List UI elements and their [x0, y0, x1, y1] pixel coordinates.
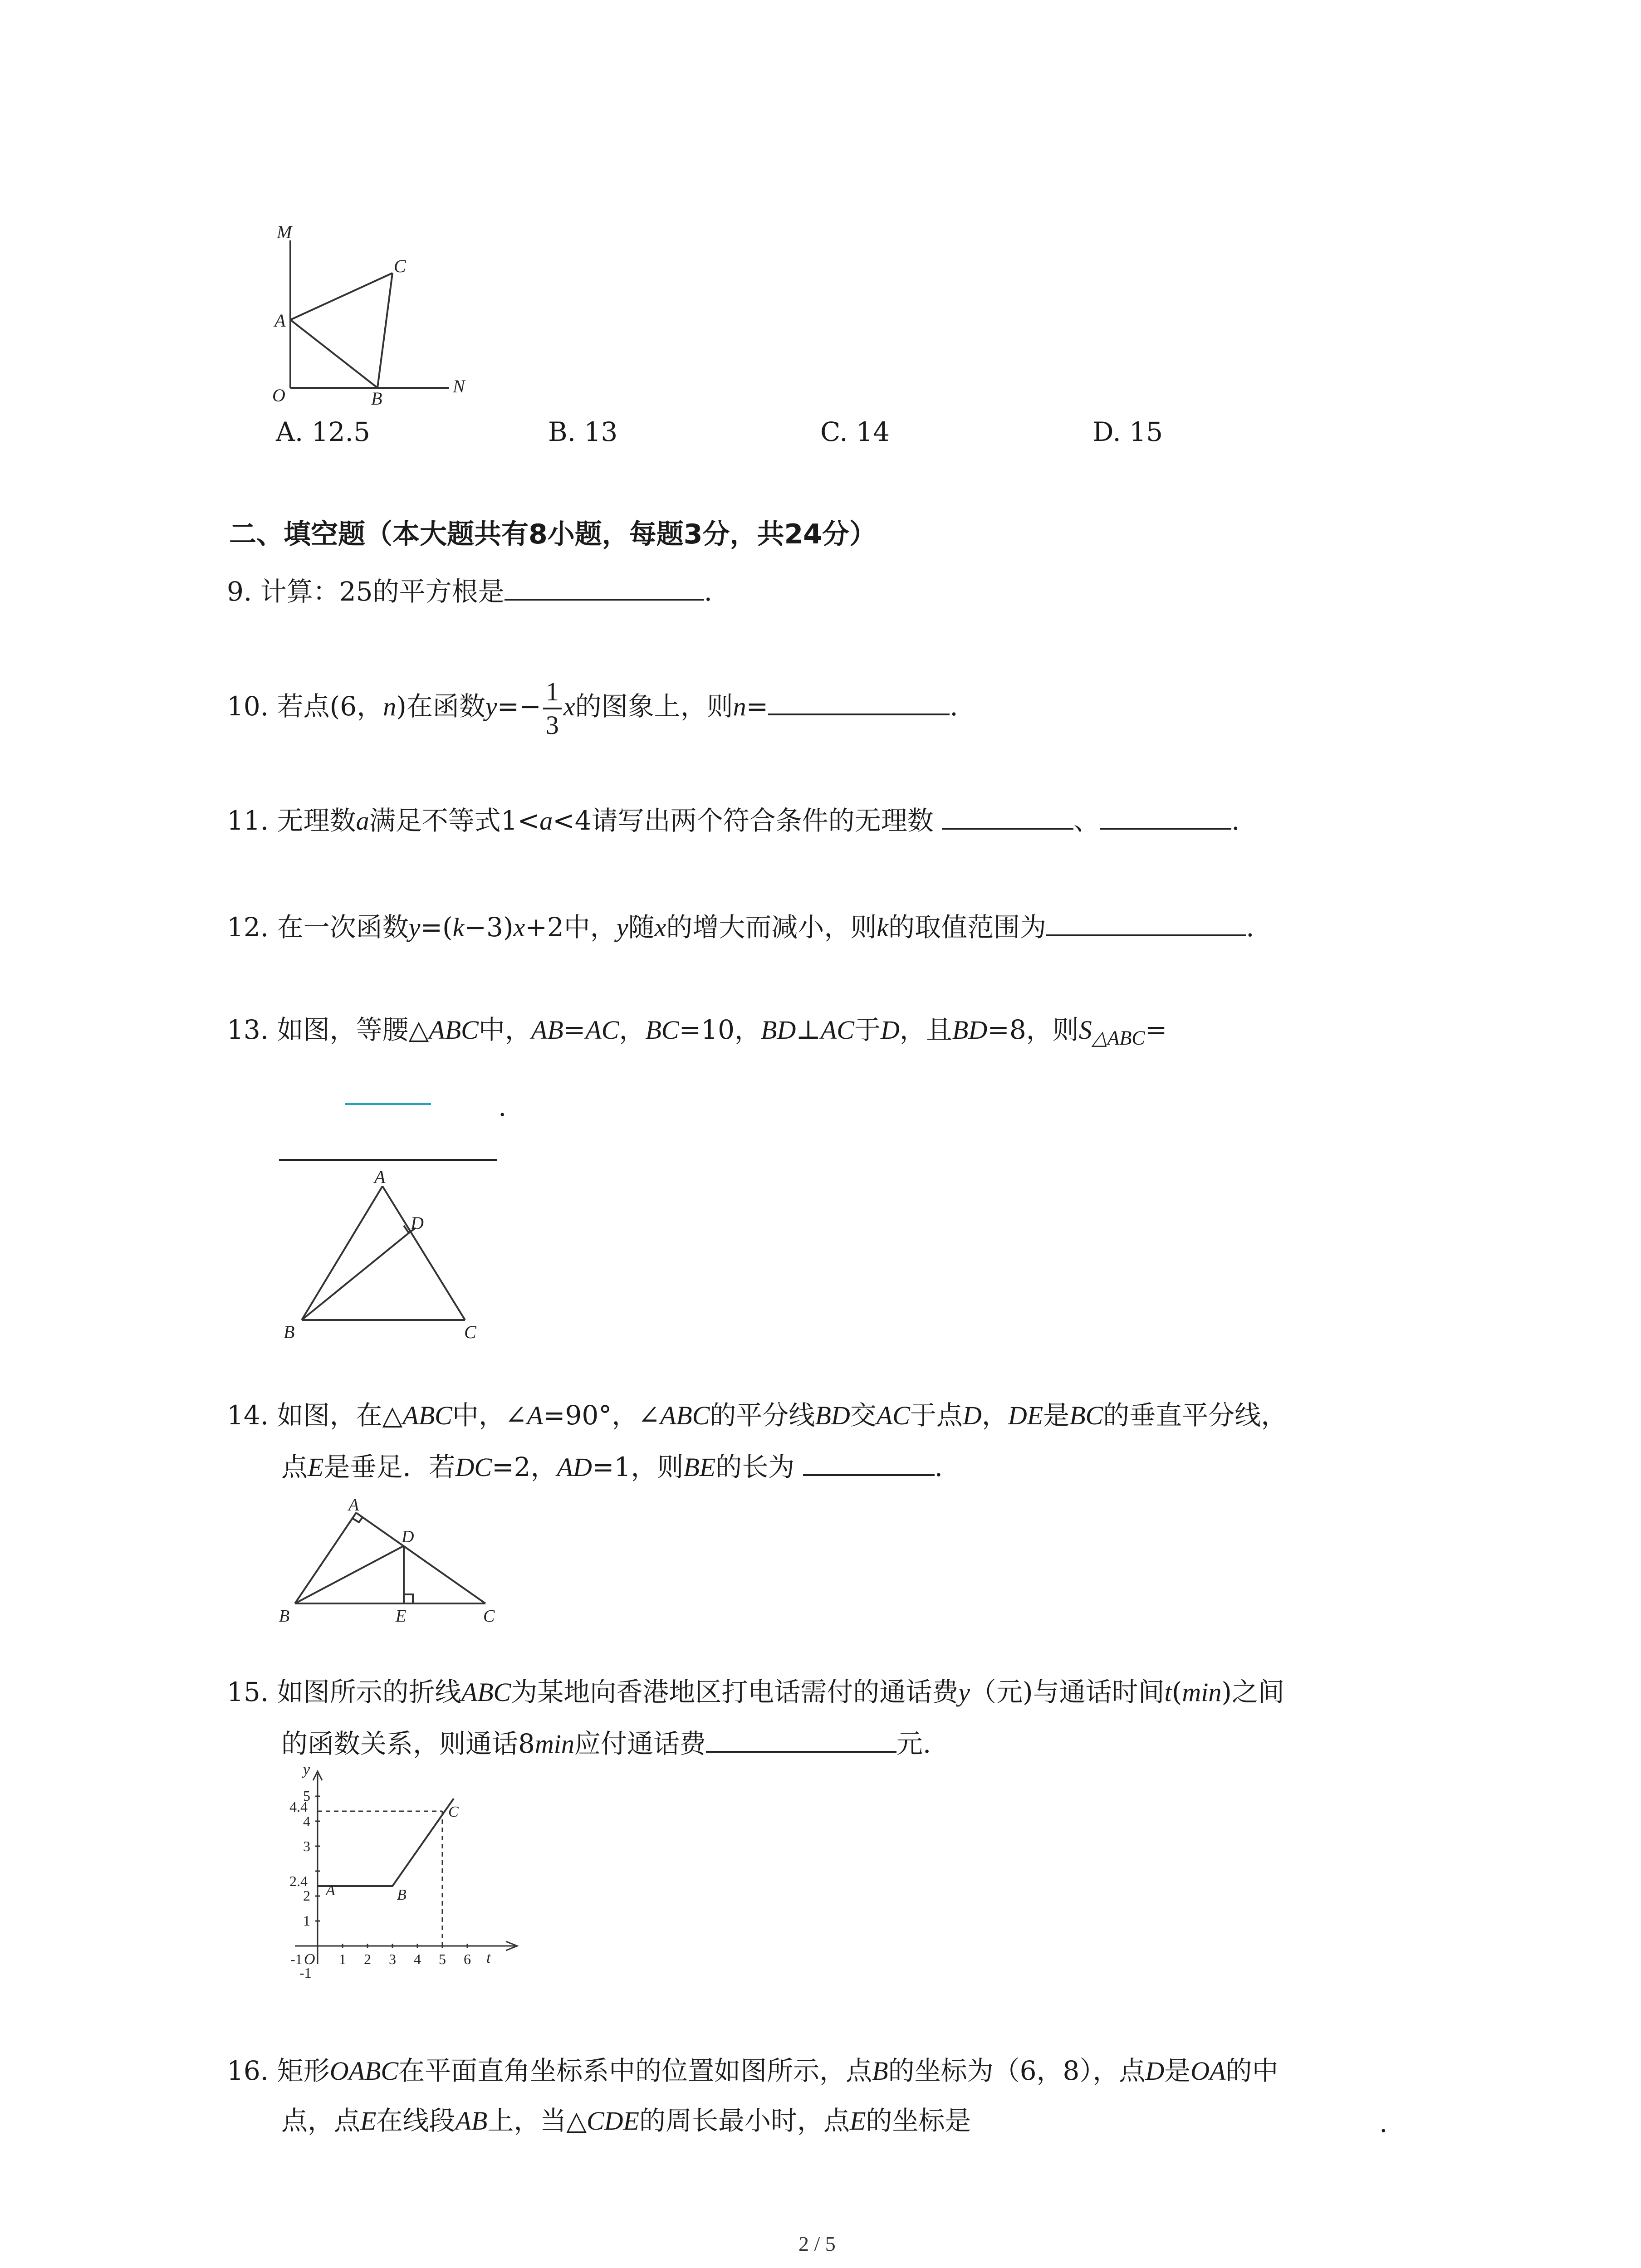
q14-end: . [934, 1452, 943, 1482]
q11-pre: 11. 无理数 [227, 805, 356, 836]
q15-ytick-1: 1 [303, 1912, 310, 1929]
q13-bd: BD [760, 1015, 796, 1045]
q13-sub: △ABC [1092, 1026, 1145, 1049]
q14-d: D [962, 1401, 982, 1430]
q10-x: x [563, 692, 575, 722]
q11-end: . [1231, 805, 1240, 836]
question-14-line-1 [227, 1397, 1287, 1434]
q16-end: . [1379, 2107, 1388, 2138]
q12-y2: y [616, 913, 628, 942]
q13-label-A: A [374, 1167, 386, 1187]
q13-perp: ⊥ [796, 1014, 821, 1045]
q13-m5: ，且 [899, 1014, 952, 1045]
q13-label-B: B [284, 1322, 295, 1342]
q14-answer-blank[interactable] [803, 1447, 935, 1476]
q14-de: DE [1008, 1401, 1043, 1430]
q10-end: . [950, 691, 958, 722]
q10-pre: 10. 若点(6， [227, 691, 383, 722]
q16-line2-pre: 点，点 [281, 2105, 361, 2136]
q13-ac: AC [585, 1015, 619, 1045]
question-16-line-1 [227, 2053, 1279, 2089]
q12-k2: k [877, 913, 889, 942]
q16-oa: OA [1190, 2056, 1226, 2086]
q15-xtick-4: 4 [414, 1951, 421, 1967]
q10-eq: =− [497, 691, 541, 722]
q8-option-a: A. 12.5 [276, 416, 370, 447]
q13-m2: ， [619, 1014, 646, 1045]
q12-m4: 的增大而减小，则 [666, 912, 877, 943]
q15-m2: （元)与通话时间 [970, 1677, 1165, 1707]
q13-bd2: BD [952, 1015, 988, 1045]
q15-xtick-neg1: -1 [290, 1951, 303, 1967]
q14-n4: 的长为 [715, 1452, 803, 1482]
q13-end: . [498, 1091, 507, 1122]
q9-answer-blank[interactable] [505, 572, 704, 601]
q15-label-C: C [448, 1804, 459, 1820]
q10-fraction [543, 676, 562, 741]
q16-m2: 的坐标为（6，8），点 [888, 2055, 1146, 2086]
q15-m4: )之间 [1221, 1677, 1285, 1707]
q12-x: x [513, 913, 525, 942]
q14-n1: 是垂足．若 [323, 1452, 456, 1482]
q15-m1: 为某地向香港地区打电话需付的通话费 [511, 1677, 959, 1707]
q8-label-A: A [274, 310, 286, 331]
q11-mid: 满足不等式1< [369, 805, 540, 836]
q14-ac: AC [876, 1401, 910, 1430]
q12-eq: =( [420, 912, 453, 943]
q15-ytick-4-4: 4.4 [289, 1799, 308, 1815]
q10-numerator: 1 [543, 676, 562, 709]
q13-eq: = [1145, 1014, 1167, 1045]
question-15-line-2 [281, 1724, 931, 1762]
q15-t: t [1164, 1677, 1172, 1707]
q15-abc: ABC [461, 1677, 511, 1707]
q15-y: y [958, 1677, 970, 1707]
q13-s: S [1078, 1015, 1092, 1045]
q14-ad: AD [557, 1452, 592, 1482]
q14-n2: =2， [492, 1452, 557, 1482]
q15-label-y: y [303, 1765, 310, 1778]
q16-e: E [360, 2106, 377, 2136]
q12-answer-blank[interactable] [1046, 907, 1246, 936]
q10-y: y [485, 692, 497, 722]
q13-m3: =10， [679, 1014, 761, 1045]
q15-xtick-1: 1 [339, 1951, 346, 1967]
q14-m4: 交 [850, 1400, 877, 1431]
q11-a2: a [539, 806, 553, 836]
q14-be: BE [683, 1452, 716, 1482]
q14-pre: 14. 如图，在△ [227, 1400, 403, 1431]
q14-m3: 的平分线 [710, 1400, 815, 1431]
q16-m1: 在平面直角坐标系中的位置如图所示，点 [398, 2055, 872, 2086]
q15-ytick-4: 4 [303, 1813, 310, 1829]
q13-pre: 13. 如图，等腰△ [227, 1014, 429, 1045]
q13-abc: ABC [429, 1015, 479, 1045]
q13-bc: BC [645, 1015, 679, 1045]
q8-option-d: D. 15 [1092, 416, 1163, 447]
q12-pre: 12. 在一次函数 [227, 912, 409, 943]
q16-d: D [1145, 2056, 1165, 2086]
q14-line2-pre: 点 [281, 1452, 308, 1482]
q15-answer-blank[interactable] [706, 1724, 896, 1753]
q15-ytick-3: 3 [303, 1838, 310, 1854]
q14-label-A: A [348, 1496, 359, 1515]
q14-abc: ABC [402, 1401, 452, 1430]
q11-answer-blank-1[interactable] [942, 801, 1073, 830]
q11-answer-blank-2[interactable] [1100, 801, 1231, 830]
q14-bd: BD [815, 1401, 850, 1430]
question-10 [227, 676, 958, 741]
q13-blue-mark [345, 1103, 431, 1105]
question-12 [227, 907, 1254, 946]
q12-x2: x [654, 913, 666, 942]
q8-figure [272, 218, 481, 417]
q15-label-B: B [397, 1887, 407, 1903]
q10-eq2: = [746, 691, 769, 722]
q10-mid: )在函数 [396, 691, 485, 722]
q10-n: n [383, 692, 397, 722]
q13-label-C: C [464, 1322, 476, 1342]
q15-ytick-neg1: -1 [299, 1965, 312, 1981]
q14-label-D: D [402, 1527, 414, 1546]
q13-eq1: = [563, 1014, 586, 1045]
question-15-line-1 [227, 1674, 1284, 1711]
q9-end: . [704, 576, 713, 607]
q15-ytick-5: 5 [303, 1788, 310, 1804]
q8-label-B: B [371, 388, 382, 409]
q15-line2-pre: 的函数关系，则通话8 [281, 1728, 535, 1759]
q16-n1: 在线段 [376, 2105, 456, 2136]
q12-m3: 随 [628, 912, 655, 943]
q9-text: 9. 计算：25的平方根是 [227, 576, 505, 607]
q13-label-D: D [411, 1213, 424, 1233]
question-11 [227, 801, 1240, 839]
q14-abc2: ABC [660, 1401, 710, 1430]
q14-m2: =90°，∠ [543, 1400, 660, 1431]
q15-xtick-6: 6 [464, 1951, 471, 1967]
question-16-line-2 [281, 2102, 971, 2139]
q14-m8: 的垂直平分线， [1103, 1400, 1288, 1431]
q13-m4: 于 [854, 1014, 881, 1045]
q8-label-M: M [277, 222, 292, 242]
q14-a: A [527, 1401, 543, 1430]
q16-cde: CDE [586, 2106, 639, 2136]
q13-m1: 中， [478, 1014, 531, 1045]
q12-y: y [408, 913, 421, 942]
q16-b: B [872, 2056, 888, 2086]
q12-end: . [1246, 912, 1254, 943]
q15-graph [281, 1765, 535, 2000]
q11-sep: 、 [1073, 805, 1100, 836]
q16-n3: 的周长最小时，点 [639, 2105, 850, 2136]
q15-end: 元. [896, 1728, 931, 1759]
page-number: 2 / 5 [798, 2232, 836, 2255]
q14-n3: =1，则 [592, 1452, 684, 1482]
section-heading: 二、填空题（本大题共有8小题，每题3分，共24分） [229, 518, 877, 550]
q10-n2: n [733, 692, 746, 722]
q16-oabc: OABC [329, 2056, 399, 2086]
q8-option-c: C. 14 [820, 416, 890, 447]
q16-pre: 16. 矩形 [227, 2055, 330, 2086]
q15-m3: ( [1171, 1677, 1182, 1707]
question-9 [227, 572, 712, 610]
q15-label-t: t [486, 1950, 491, 1966]
q15-xtick-5: 5 [439, 1951, 446, 1967]
q12-m2: +2中， [525, 912, 617, 943]
q13-m6: =8，则 [987, 1014, 1079, 1045]
q16-ab: AB [455, 2106, 488, 2136]
q14-m7: 是 [1043, 1400, 1070, 1431]
question-13 [227, 1012, 1167, 1056]
q14-m1: 中，∠ [452, 1400, 527, 1431]
q16-n2: 上，当△ [487, 2105, 587, 2136]
q15-label-A: A [326, 1882, 335, 1899]
q8-label-C: C [394, 256, 406, 276]
q10-denominator: 3 [545, 710, 559, 740]
q10-post: 的图象上，则 [575, 691, 733, 722]
q16-e2: E [849, 2106, 866, 2136]
q12-post: 的取值范围为 [888, 912, 1047, 943]
q14-label-E: E [396, 1607, 407, 1624]
q8-label-N: N [453, 376, 465, 396]
q13-ab: AB [531, 1015, 563, 1045]
q8-option-b: B. 13 [548, 416, 618, 447]
q16-m3: 是 [1164, 2055, 1191, 2086]
q12-m1: −3) [464, 912, 514, 943]
q15-xtick-2: 2 [364, 1951, 371, 1967]
q13-answer-blank[interactable] [279, 1159, 497, 1161]
q13-d: D [881, 1015, 900, 1045]
q15-label-O: O [304, 1951, 315, 1968]
q15-pre: 15. 如图所示的折线 [227, 1677, 461, 1707]
q16-n4: 的坐标是 [866, 2105, 971, 2136]
q15-min2: min [534, 1729, 574, 1759]
q16-m4: 的中 [1225, 2055, 1279, 2086]
q15-xtick-3: 3 [389, 1951, 396, 1967]
q14-m5: 于点 [910, 1400, 963, 1431]
q14-bc: BC [1069, 1401, 1103, 1430]
q10-answer-blank[interactable] [768, 686, 950, 715]
q13-ac2: AC [820, 1015, 854, 1045]
q15-ytick-2: 2 [303, 1887, 310, 1904]
q15-n1: 应付通话费 [574, 1728, 706, 1759]
q15-min: min [1182, 1677, 1222, 1707]
q8-label-O: O [272, 385, 285, 406]
q11-post: <4请写出两个符合条件的无理数 [553, 805, 942, 836]
q14-label-C: C [483, 1607, 495, 1624]
q11-a: a [356, 806, 369, 836]
q12-k: k [452, 913, 465, 942]
q13-figure [274, 1166, 510, 1347]
q15-ytick-2-4: 2.4 [289, 1873, 308, 1889]
q14-m6: ， [981, 1400, 1008, 1431]
question-14-line-2 [281, 1447, 943, 1486]
q14-dc: DC [455, 1452, 492, 1482]
q14-label-B: B [279, 1607, 290, 1624]
q14-e: E [308, 1452, 324, 1482]
q14-figure [272, 1492, 508, 1624]
